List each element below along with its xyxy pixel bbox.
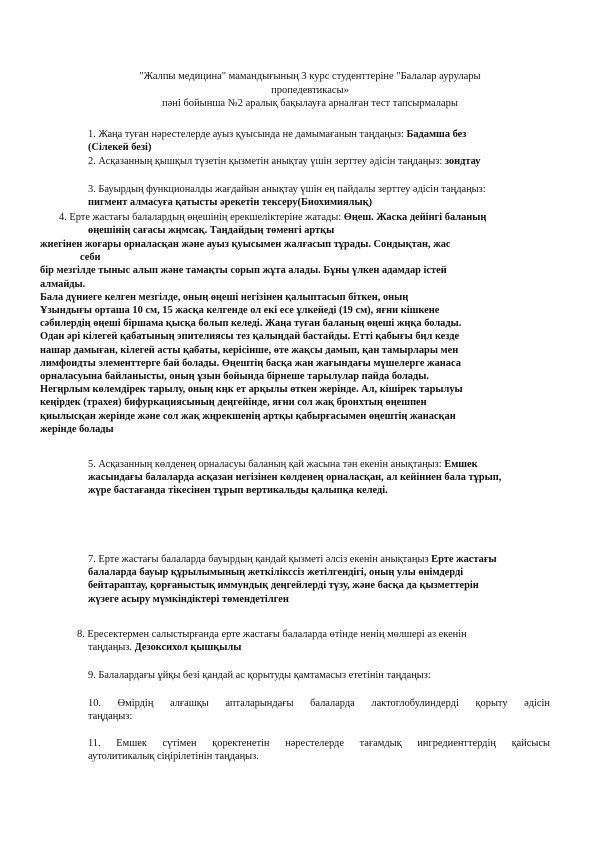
question-10-text: 10. Өмірдің алғашқы апталарындағы балаларда лактоглобулиндерді қорыту әдісін	[88, 698, 550, 709]
answer-line: алмайды.	[40, 278, 86, 290]
question-4-text: 4. Ерте жастағы балалардың өңешінің ерекшеліктеріне жатады:	[59, 212, 342, 223]
answer-line: Бала дүниеге келген мезгілде, оның өңеші негізінен қалыптасып біткен, оның	[40, 291, 409, 303]
question-11-text: 11. Емшек сүтімен қоректенетін нәрестелерде тағамдық ингредиенттердің қайсысы	[88, 738, 550, 749]
question-7-answer-1: Ерте жастағы	[431, 554, 497, 565]
question-11-text-2: аутолитикалық сіңірілетінін таңдаңыз.	[88, 751, 259, 763]
question-9	[88, 669, 558, 682]
answer-line: сәбилердің өңеші біршама қысқа болып келеді. Жаңа туған баланың өңеші жңқа болады.	[40, 318, 462, 330]
question-9-text: 9. Балалардағы ұйқы безі қандай ас қорытуды қамтамасыз ететінін таңдаңыз:	[88, 670, 431, 681]
question-11	[88, 737, 550, 763]
question-3-text: 3. Бауырдың функционалды жағдайын анықтау үшін ең пайдалы зерттеу әдісін таңдаңыз:	[88, 184, 486, 195]
question-2-answer: зондтау	[444, 156, 481, 167]
question-5-text: 5. Асқазанның көлденең орналасуы баланың қай жасына тән екенін анықтаңыз:	[88, 459, 442, 470]
header-line-1: "Жалпы медицина" мамандығының 3 курс студенттеріне "Балалар аурулары	[139, 71, 481, 82]
answer-line: қиылысқан жерінде және сол жақ жңрекшенің артқы қабырғасымен өңештің жанасқан	[40, 410, 456, 422]
answer-line: Негңрлым көлемдірек тарылу, оның кңк ет арқылы өткен жерінде. Ал, кішірек тарылуы	[40, 384, 463, 396]
question-7-text: 7. Ерте жастағы балаларда бауырдың қандай қызметі әлсіз екенін анықтаңыз	[88, 554, 429, 565]
question-3	[88, 183, 558, 209]
question-2	[88, 155, 558, 168]
answer-line: орналасуына байланысты, оның ұзын бойында бірнеше тарылулар пайда болады.	[40, 371, 429, 383]
answer-line: жиегінен жоғары орналасқан және ауыз қуысымен жалғасып тұрады. Сондықтан, жас	[40, 239, 451, 250]
question-4-answer-1: Өңеш. Жаска дейінгі баланың	[343, 212, 487, 223]
question-1-answer-2: (Сілекей безі)	[88, 142, 152, 154]
question-8-text-2: таңдаңыз.	[88, 642, 132, 654]
answer-line: кеңірдек (трахея) бифуркациясының деңгейінде, яғни сол жақ бронхтың өңешпен	[40, 397, 427, 409]
answer-line: лимфоидты элементтерге бай болады. Өңештің басқа жан жағындағы мүшелерге жанаса	[40, 357, 461, 369]
question-1-text: 1. Жаңа туған нәрестелерде ауыз қуысында не дамымағанын таңдаңыз:	[88, 129, 404, 140]
question-1	[88, 128, 558, 154]
question-5-answer-3: жүре бастағанда тікесінен тұрып вертикальды қалыпқа келеді.	[88, 485, 388, 497]
question-7-answer-2: балаларда бауыр құрылымының жеткілікссіз жетілгендігі, оның улы өнімдерді	[88, 567, 464, 579]
question-5-answer-1: Емшек	[444, 459, 478, 470]
answer-line: себи	[80, 252, 101, 264]
question-8	[77, 628, 557, 654]
question-7-answer-3: бейтараптау, қорғаныстық иммундық деңгейлерді түзу, және басқа да қызметтерін	[88, 580, 479, 592]
header-line-3: пәні бойынша №2 аралық бақылауға арналған тест тапсырмалары	[162, 98, 458, 109]
question-10-text-2: таңдаңыз:	[88, 711, 133, 723]
question-10	[88, 697, 550, 723]
question-5	[88, 458, 550, 498]
question-4-body	[40, 238, 560, 436]
question-8-answer: Дезоксихол қышқылы	[134, 642, 242, 654]
question-2-text: 2. Асқазанның қышқыл түзетін қызметін анықтау үшін зерттеу әдісін таңдаңыз:	[88, 156, 443, 167]
answer-line: Одан әрі кілегей қабатының эпителиясы тез қалыңдай бастайды. Етті қабығы бңл кезде	[40, 331, 460, 343]
question-4-answer-2: өңешінің сағасы жңмсақ. Таңдайдың төменгі артқы	[88, 225, 335, 236]
question-5-answer-2: жасындағы балаларда асқазан негізінен көлденең орналасқан, ал кейіннен бала тұрып,	[88, 472, 502, 484]
answer-line: жерінде болады	[40, 423, 114, 435]
answer-line: Ұзындығы орташа 10 см, 15 жасқа келгенде ол екі есе ұлкейеді (19 см), яғни кішкене	[40, 305, 440, 317]
question-8-text: 8. Ересектермен салыстырғанда ерте жастағы балаларда өтінде ненің мөлшері аз екенін	[77, 629, 467, 640]
answer-line: бір мезгілде тыныс алып және тамақты сорып жұта алады. Бұны үлкен адамдар істей	[40, 265, 447, 277]
answer-line: нашар дамыған, кілегей асты қабаты, керісінше, өте жақсы дамып, қан тамырлары мен	[40, 344, 459, 356]
question-1-answer: Бадамша без	[406, 129, 467, 140]
document-header	[100, 70, 520, 111]
question-3-answer: пигмент алмасуға қатысты әрекетін тексеру(Биохимиялық)	[88, 197, 373, 209]
header-line-2: пропедевтикасы»	[271, 84, 349, 96]
question-7-answer-4: жүзеге асыру мүмкіндіктері төмендетілген	[88, 593, 289, 605]
question-4	[59, 211, 559, 224]
question-7	[88, 553, 550, 606]
